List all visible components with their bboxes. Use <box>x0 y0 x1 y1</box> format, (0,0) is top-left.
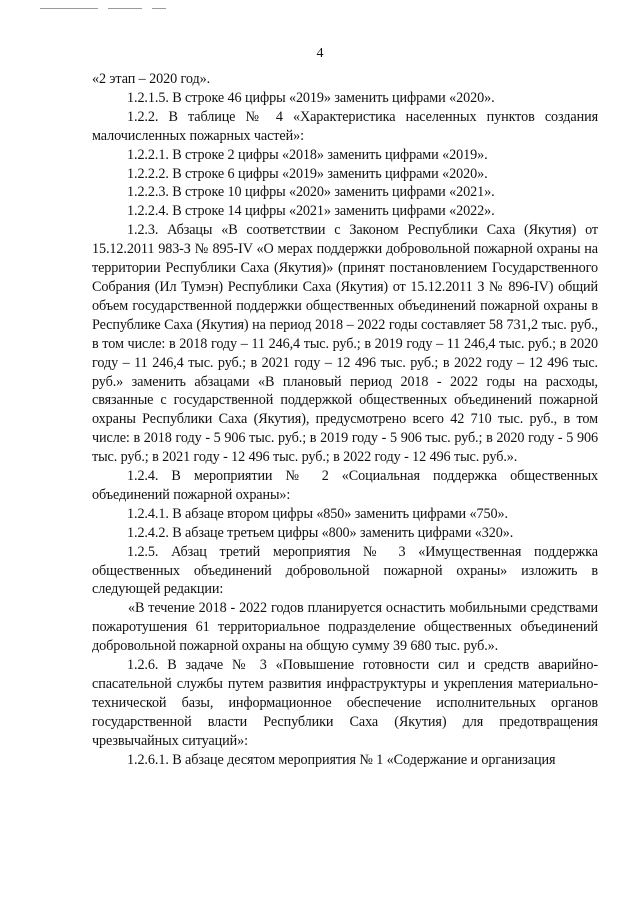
paragraph: 1.2.2.1. В строке 2 цифры «2018» заменить цифрами «2019». <box>127 146 488 163</box>
paragraph: 1.2.2.3. В строке 10 цифры «2020» заменить цифрами «2021». <box>127 184 495 201</box>
document-body <box>92 70 598 770</box>
paragraph: 1.2.1.5. В строке 46 цифры «2019» заменить цифрами «2020». <box>127 89 495 106</box>
paragraph: 1.2.6. В задаче № 3 «Повышение готовности сил и средств аварийно-спасательной службы путем развития инфраструктуры и укрепления материально-технической базы, информационное обеспечение исполнительных органов государственной власти Республики Саха (Якутия) для предотвращения чрезвычайных ситуаций»: <box>92 657 598 749</box>
scan-artifact <box>40 8 98 9</box>
paragraph: 1.2.4.1. В абзаце втором цифры «850» заменить цифрами «750». <box>127 505 508 522</box>
paragraph: 1.2.2. В таблице № 4 «Характеристика населенных пунктов создания малочисленных пожарных частей»: <box>92 108 598 144</box>
scan-artifact <box>152 8 166 9</box>
paragraph: 1.2.3. Абзацы «В соответствии с Законом Республики Саха (Якутия) от 15.12.2011 983-З № 895-IV «О мерах поддержки добровольной пожарной охраны на территории Республики Саха (Якутия)» (принят постановлением Государственного Собрания (Ил Тумэн) Республики Саха (Якутия) от 15.12.2011 З № 896-IV) общий объем государственной поддержки общественных объединений пожарной охраны в Республике Саха (Якутия) на период 2018 – 2022 годы составляет 58 731,2 тыс. руб., в том числе: в 2018 году – 11 246,4 тыс. руб.; в 2019 году – 11 246,4 тыс. руб.; в 2020 году – 11 246,4 тыс. руб.; в 2021 году – 12 496 тыс. руб.; в 2022 году – 12 496 тыс. руб.» заменить абзацами «В плановый период 2018 - 2022 годы на расходы, связанные с государственной поддержкой общественных объединений пожарной охраны Республики Саха (Якутия), предусмотрено всего 42 710 тыс. руб., в том числе: в 2018 году - 5 906 тыс. руб.; в 2019 году - 5 906 тыс. руб.; в 2020 году - 5 906 тыс. руб.; в 2021 году - 12 496 тыс. руб.; в 2022 году - 12 496 тыс. руб.». <box>92 222 598 466</box>
paragraph: 1.2.2.4. В строке 14 цифры «2021» заменить цифрами «2022». <box>127 203 495 220</box>
quoted-paragraph: «В течение 2018 - 2022 годов планируется оснастить мобильными средствами пожаротушения 61 территориальное подразделение общественных объединений добровольной пожарной охраны на общую сумму 39 680 тыс. руб.». <box>92 600 598 655</box>
paragraph: 1.2.2.2. В строке 6 цифры «2019» заменить цифрами «2020». <box>127 165 488 182</box>
scan-artifact <box>108 8 142 9</box>
paragraph: 1.2.4.2. В абзаце третьем цифры «800» заменить цифрами «320». <box>127 524 514 541</box>
paragraph: 1.2.5. Абзац третий мероприятия № 3 «Имущественная поддержка общественных объединений добровольной пожарной охраны» изложить в следующей редакции: <box>92 543 598 598</box>
paragraph: 1.2.4. В мероприятии № 2 «Социальная поддержка общественных объединений пожарной охраны»: <box>92 468 598 503</box>
paragraph: «2 этап – 2020 год». <box>92 71 211 87</box>
paragraph: 1.2.6.1. В абзаце десятом мероприятия № 1 «Содержание и организация <box>127 751 556 768</box>
page-number: 4 <box>316 46 324 61</box>
